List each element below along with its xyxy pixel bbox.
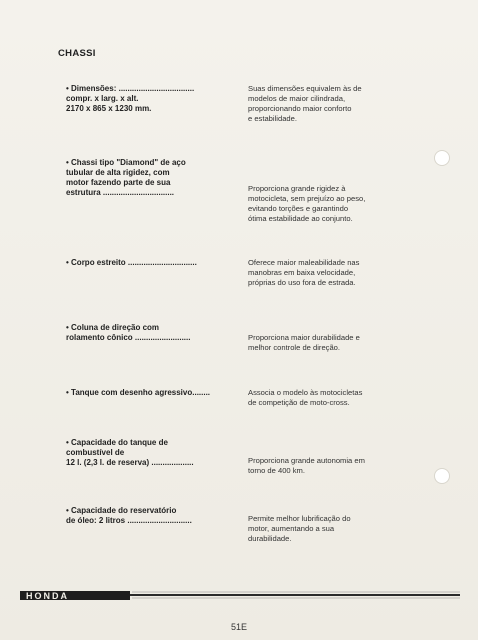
spec-description: Proporciona grande autonomia em torno de 400 km. <box>248 456 365 475</box>
section-title: CHASSI <box>58 48 96 59</box>
spec-label: • Coluna de direção com rolamento cônico ......................... <box>66 323 191 342</box>
spec-label: • Dimensões: .................................. compr. x larg. x alt. 2170 x 865 x 1230 mm. <box>66 84 195 113</box>
spec-description: Proporciona maior durabilidade e melhor controle de direção. <box>248 333 360 352</box>
footer-band <box>20 588 460 602</box>
brand-logo: HONDA <box>26 591 69 601</box>
binder-hole <box>434 150 450 166</box>
spec-label: • Corpo estreito ............................... <box>66 258 197 267</box>
spec-label: • Tanque com desenho agressivo........ <box>66 388 211 397</box>
binder-hole <box>434 468 450 484</box>
spec-label: • Chassi tipo "Diamond" de aço tubular de alta rigidez, com motor fazendo parte de sua estrutura ................................ <box>66 158 186 197</box>
spec-description: Suas dimensões equivalem às de modelos de maior cilindrada, proporcionando maior conforto e estabilidade. <box>248 84 362 123</box>
spec-description: Oferece maior maleabilidade nas manobras em baixa velocidade, próprias do uso fora de estrada. <box>248 258 360 287</box>
spec-description: Permite melhor lubrificação do motor, aumentando a sua durabilidade. <box>248 514 351 543</box>
spec-description: Associa o modelo às motocicletas de competição de moto-cross. <box>248 388 363 407</box>
spec-label: • Capacidade do reservatório de óleo: 2 litros ............................. <box>66 506 192 525</box>
spec-label: • Capacidade do tanque de combustível de 12 l. (2,3 l. de reserva) ................... <box>66 438 194 467</box>
spec-description: Proporciona grande rigidez à motocicleta, sem prejuízo ao peso, evitando torções e garantindo ótima estabilidade ao conjunto. <box>248 184 366 223</box>
page-number: 51E <box>230 622 247 632</box>
